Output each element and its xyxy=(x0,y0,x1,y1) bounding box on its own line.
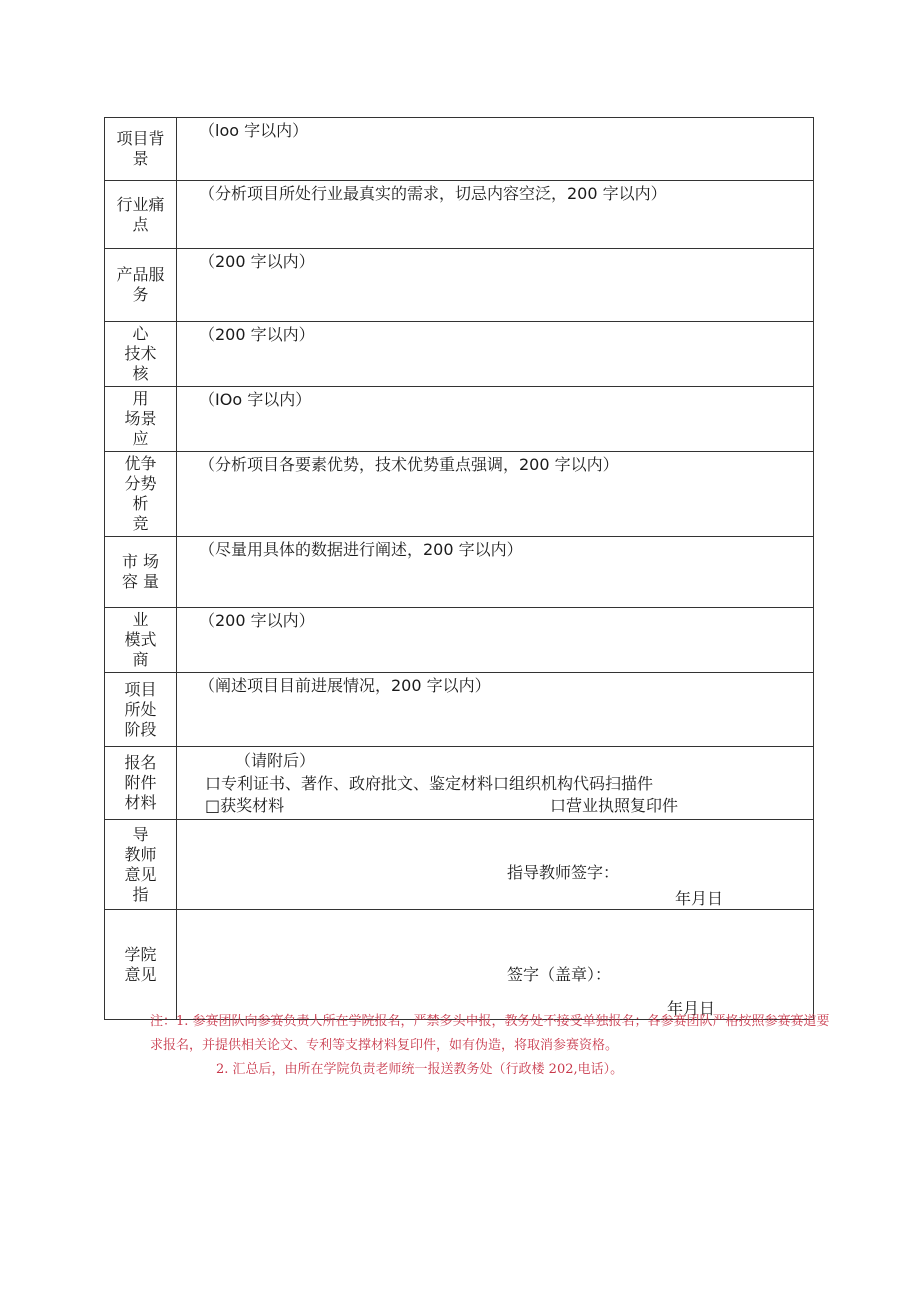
label-line: 容 量 xyxy=(121,572,160,591)
note-1: 注：1. 参赛团队向参赛负责人所在学院报名，严禁多头申报，教务处不接受单独报名；各参赛团队严格按照参赛赛道要求报名，并提供相关论文、专利等支撑材料复印件，如有伪造，将取消参赛资格。 xyxy=(150,1014,830,1053)
form-row-competitive-analysis xyxy=(105,452,814,537)
label-line: 应 xyxy=(132,429,149,448)
form-row-business-model xyxy=(105,608,814,673)
form-row-pain-points xyxy=(105,181,814,249)
label-line: 导 xyxy=(132,824,149,844)
label-line: 模式 xyxy=(124,630,157,649)
label-line: 竞 xyxy=(132,514,149,533)
application-form-table xyxy=(104,117,814,1020)
row-label xyxy=(105,537,177,608)
form-row-product-service xyxy=(105,249,814,322)
label-line: 学院 xyxy=(124,944,157,964)
row-label xyxy=(105,322,177,387)
row-label xyxy=(105,387,177,452)
market-capacity-input-area[interactable] xyxy=(177,537,814,608)
note-2: 2. 汇总后，由所在学院负责老师统一报送教务处（行政楼 202,电话）。 xyxy=(216,1062,624,1077)
label-line: 商 xyxy=(132,650,149,669)
label-line: 技术 xyxy=(124,344,157,363)
label-line: 点 xyxy=(132,214,149,234)
row-label xyxy=(105,608,177,673)
label-line: 务 xyxy=(132,285,149,304)
label-line: 场景 xyxy=(124,409,157,428)
label-line: 意见 xyxy=(124,964,157,984)
core-technology-input-area[interactable] xyxy=(177,322,814,387)
form-row-college-opinion xyxy=(105,910,814,1020)
label-line: 教师 xyxy=(124,844,157,864)
college-signature-label: 签字（盖章）： xyxy=(507,965,612,984)
project-stage-input-area[interactable] xyxy=(177,673,814,747)
attachment-options-line-2 xyxy=(205,795,803,817)
attachment-options-line[interactable]: 口专利证书、著作、政府批文、鉴定材料口组织机构代码扫描件 xyxy=(205,774,654,793)
field-hint: （loo 字以内） xyxy=(199,121,309,140)
label-line: 报名 xyxy=(124,753,157,772)
label-line: 阶段 xyxy=(124,719,157,739)
field-hint: （分析项目各要素优势，技术优势重点强调，200 字以内） xyxy=(199,455,619,474)
label-line: 优争 xyxy=(124,454,157,473)
label-line: 产品服 xyxy=(116,265,165,284)
label-line: 项目 xyxy=(124,679,157,699)
field-hint: （分析项目所处行业最真实的需求，切忌内容空泛，200 字以内） xyxy=(199,184,667,203)
advisor-signature-label: 指导教师签字： xyxy=(507,863,620,882)
row-label xyxy=(105,820,177,910)
attachments-area xyxy=(177,747,814,820)
label-line: 指 xyxy=(132,884,149,904)
college-date-label: 年月日 xyxy=(667,999,716,1018)
label-line: 用 xyxy=(132,389,149,408)
row-label xyxy=(105,452,177,537)
product-service-input-area[interactable] xyxy=(177,249,814,322)
form-row-attachments xyxy=(105,747,814,820)
business-license-checkbox[interactable]: 口营业执照复印件 xyxy=(550,796,679,815)
label-line: 分势 xyxy=(124,474,157,493)
advisor-opinion-area[interactable] xyxy=(177,820,814,910)
label-line: 景 xyxy=(132,149,149,168)
field-hint: （IOo 字以内） xyxy=(199,390,312,409)
application-scenario-input-area[interactable] xyxy=(177,387,814,452)
background-input-area[interactable] xyxy=(177,118,814,181)
field-hint: （200 字以内） xyxy=(199,252,315,271)
field-hint: （尽量用具体的数据进行阐述，200 字以内） xyxy=(199,540,523,559)
advisor-date-label: 年月日 xyxy=(675,889,724,908)
form-row-market-capacity xyxy=(105,537,814,608)
row-label xyxy=(105,673,177,747)
attachments-intro: （请附后） xyxy=(235,751,316,770)
label-line: 所处 xyxy=(124,699,157,719)
row-label xyxy=(105,118,177,181)
business-model-input-area[interactable] xyxy=(177,608,814,673)
field-hint: （阐述项目目前进展情况，200 字以内） xyxy=(199,676,491,695)
form-row-project-stage xyxy=(105,673,814,747)
label-line: 意见 xyxy=(124,864,157,884)
label-line: 附件 xyxy=(124,773,157,792)
label-line: 业 xyxy=(132,610,149,629)
form-row-core-technology xyxy=(105,322,814,387)
form-row-application-scenario xyxy=(105,387,814,452)
footnotes xyxy=(150,1010,830,1082)
label-line: 材料 xyxy=(124,793,157,812)
competitive-analysis-input-area[interactable] xyxy=(177,452,814,537)
label-line: 市 场 xyxy=(121,552,160,571)
award-materials-checkbox[interactable]: □获奖材料 xyxy=(205,796,285,815)
form-row-background xyxy=(105,118,814,181)
form-row-advisor-opinion xyxy=(105,820,814,910)
label-line: 项目背 xyxy=(116,129,165,148)
row-label xyxy=(105,910,177,1020)
field-hint: （200 字以内） xyxy=(199,611,315,630)
label-line: 心 xyxy=(132,324,149,343)
row-label xyxy=(105,181,177,249)
label-line: 行业痛 xyxy=(116,194,165,214)
field-hint: （200 字以内） xyxy=(199,325,315,344)
pain-points-input-area[interactable] xyxy=(177,181,814,249)
row-label xyxy=(105,249,177,322)
row-label xyxy=(105,747,177,820)
college-opinion-area[interactable] xyxy=(177,910,814,1020)
label-line: 核 xyxy=(132,364,149,383)
label-line: 析 xyxy=(132,494,149,513)
